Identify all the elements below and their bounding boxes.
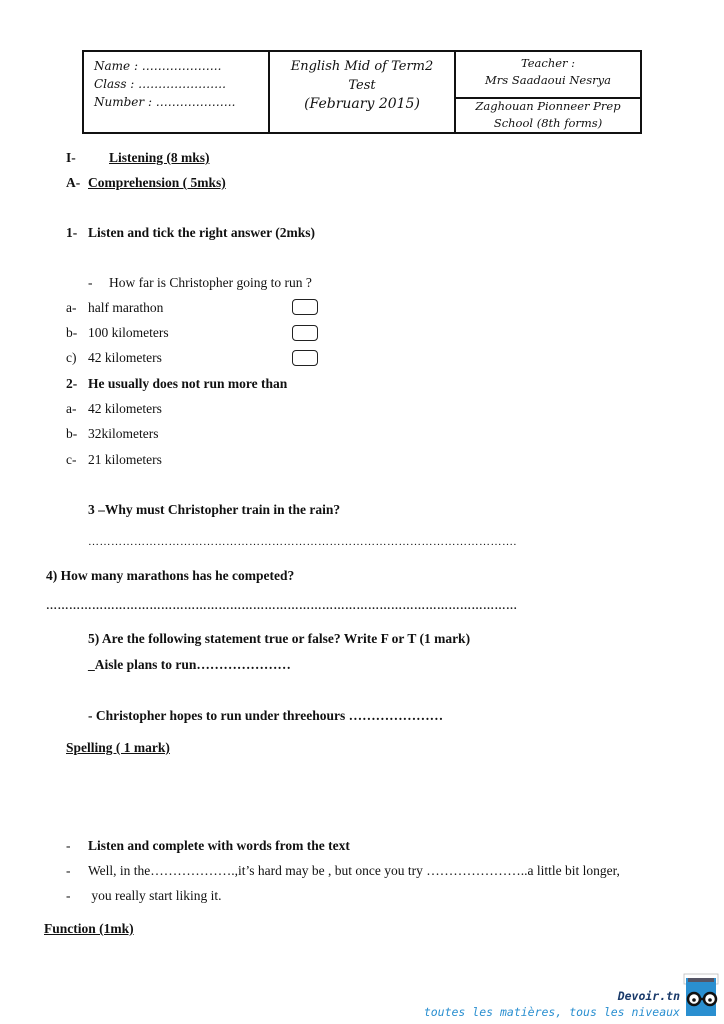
teacher-cell <box>456 52 640 99</box>
option-text: half marathon <box>88 300 164 315</box>
number-field[interactable]: Number : ……………….. <box>94 95 236 109</box>
q1-title: Listen and tick the right answer (2mks) <box>88 225 316 240</box>
complete-line[interactable]: Well, in the……………….,it’s hard may be , but once you try …………………..a little bit longer, <box>88 863 620 878</box>
devoir-logo-icon <box>682 970 722 1018</box>
option-text: 32kilometers <box>88 426 159 441</box>
q4-answer-line[interactable]: …………………………………………………………………………………………………………… <box>46 600 518 612</box>
q5-statement[interactable]: _Aisle plans to run………………… <box>88 657 291 672</box>
q2-title: He usually does not run more than <box>88 376 288 391</box>
q4-title: 4) How many marathons has he competed? <box>46 568 295 583</box>
tick-checkbox-b[interactable] <box>292 325 318 341</box>
school-line: Zaghouan Pionneer Prep <box>475 99 621 113</box>
name-field[interactable]: Name : ……………….. <box>94 59 222 73</box>
bullet-dash: - <box>66 888 71 903</box>
q3-title: 3 –Why must Christopher train in the rain? <box>88 502 341 517</box>
bullet-dash: - <box>66 838 71 853</box>
class-field[interactable]: Class : …………………. <box>94 77 226 91</box>
q5-title: 5) Are the following statement true or false? Write F or T (1 mark) <box>88 631 471 646</box>
school-cell <box>456 96 640 132</box>
teacher-name: Mrs Saadaoui Nesrya <box>485 73 611 87</box>
test-title-line: English Mid of Term2 <box>290 59 434 74</box>
function-title: Function (1mk) <box>44 921 134 936</box>
option-text: 42 kilometers <box>88 350 162 365</box>
section-number: I- <box>66 150 76 165</box>
teacher-label: Teacher : <box>520 56 576 70</box>
q3-answer-line[interactable]: …………………………………………………………………………………………………. <box>88 536 517 548</box>
option-text: 100 kilometers <box>88 325 169 340</box>
q2-number: 2- <box>66 376 78 391</box>
q1-number: 1- <box>66 225 78 240</box>
option-letter: b- <box>66 325 78 340</box>
subsection-number: A- <box>66 175 81 190</box>
brand-tagline: toutes les matières, tous les niveaux <box>423 1005 680 1019</box>
spelling-title: Spelling ( 1 mark) <box>66 740 170 755</box>
tick-checkbox-a[interactable] <box>292 299 318 315</box>
q5-statement[interactable]: - Christopher hopes to run under threehours ………………… <box>88 708 444 723</box>
option-letter: b- <box>66 426 78 441</box>
student-info-cell <box>84 52 270 132</box>
option-letter: c- <box>66 452 77 467</box>
test-title-line: Test <box>348 78 376 93</box>
option-letter: a- <box>66 300 77 315</box>
tick-checkbox-c[interactable] <box>292 350 318 366</box>
subsection-title-comprehension: Comprehension ( 5mks) <box>88 175 226 190</box>
q1-prompt: How far is Christopher going to run ? <box>109 275 312 290</box>
bullet-dash: - <box>66 863 71 878</box>
teacher-school-cell <box>456 52 640 132</box>
complete-instruction: Listen and complete with words from the text <box>88 838 350 853</box>
brand-name: Devoir.tn <box>617 989 680 1003</box>
option-letter: a- <box>66 401 77 416</box>
option-text: 21 kilometers <box>88 452 162 467</box>
school-line: School (8th forms) <box>493 116 603 130</box>
test-date: (February 2015) <box>304 96 420 112</box>
section-title-listening: Listening (8 mks) <box>109 150 210 165</box>
header-table <box>82 50 642 134</box>
option-text: 42 kilometers <box>88 401 162 416</box>
q1-prompt-dash: - <box>88 275 93 290</box>
option-letter: c) <box>66 350 77 365</box>
test-title-cell <box>270 52 456 132</box>
complete-line: you really start liking it. <box>88 888 222 903</box>
